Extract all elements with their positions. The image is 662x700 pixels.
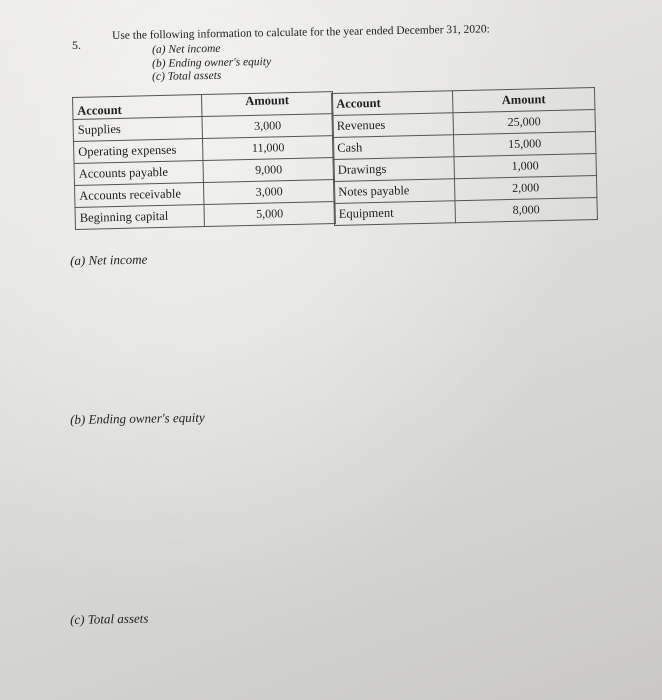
question-number: 5.: [72, 38, 81, 52]
amount-cell: 9,000: [203, 158, 334, 183]
amount-cell: 3,000: [203, 180, 334, 205]
left-accounts-table: [72, 91, 336, 230]
question-item-ending-equity: (b) Ending owner's equity: [152, 55, 272, 70]
amount-cell: 5,000: [204, 202, 335, 227]
header-account: Account: [73, 95, 202, 120]
amount-cell: 3,000: [202, 114, 333, 139]
account-cell: Accounts payable: [74, 161, 203, 186]
account-cell: Supplies: [73, 117, 202, 142]
header-account: Account: [332, 91, 453, 116]
account-cell: Notes payable: [334, 179, 455, 204]
account-cell: Beginning capital: [75, 205, 204, 230]
header-amount: Amount: [452, 88, 594, 113]
amount-cell: 15,000: [453, 132, 595, 157]
answer-label-total-assets: (c) Total assets: [70, 610, 149, 627]
amount-cell: 1,000: [454, 154, 596, 179]
table-row: [75, 202, 335, 230]
question-prompt: Use the following information to calculate for the year ended December 31, 2020:: [112, 23, 490, 42]
amount-cell: 8,000: [455, 197, 597, 222]
amount-cell: 2,000: [454, 175, 596, 200]
amount-cell: 25,000: [453, 110, 595, 135]
right-accounts-table: [331, 87, 598, 226]
answer-label-net-income: (a) Net income: [70, 251, 148, 268]
amount-cell: 11,000: [202, 136, 333, 161]
account-cell: Revenues: [332, 113, 453, 138]
account-cell: Drawings: [333, 157, 454, 182]
account-cell: Equipment: [334, 201, 455, 226]
answer-label-ending-equity: (b) Ending owner's equity: [70, 409, 205, 427]
account-cell: Operating expenses: [74, 139, 203, 164]
account-cell: Cash: [333, 135, 454, 160]
header-amount: Amount: [201, 92, 332, 117]
question-item-total-assets: (c) Total assets: [152, 69, 222, 83]
question-item-net-income: (a) Net income: [152, 42, 221, 56]
table-row: [334, 197, 597, 225]
account-cell: Accounts receivable: [75, 183, 204, 208]
